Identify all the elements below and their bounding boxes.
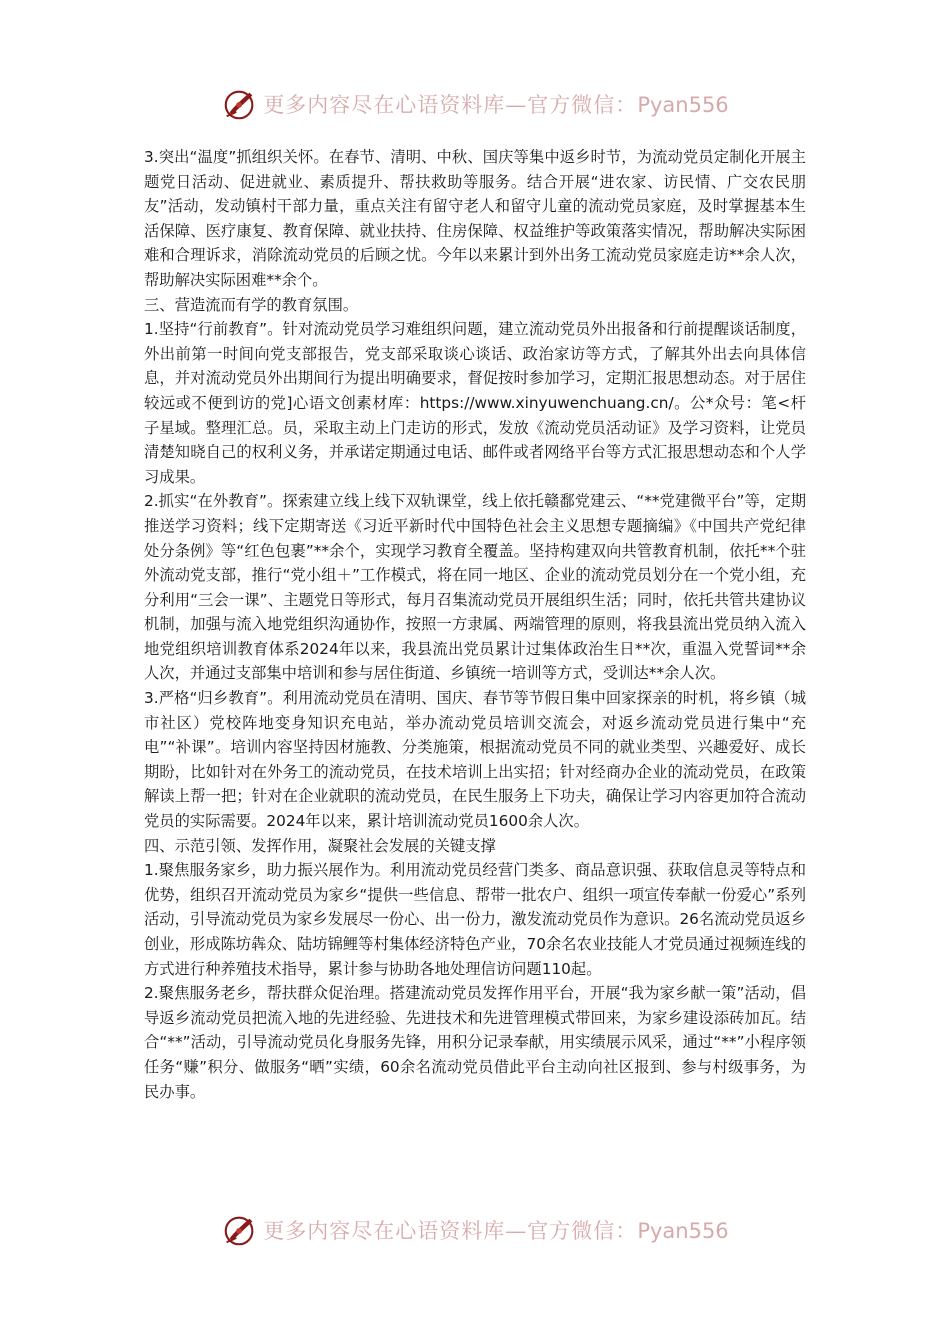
section-heading-leadership: 四、示范引领、发挥作用，凝聚社会发展的关键支撑 <box>144 836 496 855</box>
wechat-id: Pyan556 <box>637 93 729 117</box>
pen-seal-logo-icon <box>221 85 259 123</box>
paragraph-pre-departure-education: 1.坚持“行前教育”。针对流动党员学习难组织问题，建立流动党员外出报备和行前提醒谈话制度，外出前第一时间向党支部报告，党支部采取谈心谈话、政治家访等方式，了解其外出去向具体信息，并对流动党员外出期间行为提出明确要求，督促按时参加学习，定期汇报思想动态。对于居住较远或不便到访的党]心语文创素材库：https://www.xinyuwenchuang.cn/。公*众号：笔<杆子星域。整理汇总。员，采取主动上门走访的形式，发放《流动党员活动证》及学习资料，让党员清楚知晓自己的权利义务，并承诺定期通过电话、邮件或者网络平台等方式汇报思想动态和个人学习成果。 <box>144 320 806 486</box>
watermark-text: 更多内容尽在心语资料库—官方微信：Pyan556 <box>263 1219 729 1243</box>
paragraph-remote-education: 2.抓实“在外教育”。探索建立线上线下双轨课堂，线上依托赣鄱党建云、“**党建微平台”等，定期推送学习资料；线下定期寄送《习近平新时代中国特色社会主义思想专题摘编》《中国共产党纪律处分条例》等“红色包裹”**余个，实现学习教育全覆盖。坚持构建双向共管教育机制，依托**个驻外流动党支部，推行“党小组＋”工作模式，将在同一地区、企业的流动党员划分在一个党小组，充分利用“三会一课”、主题党日等形式，每月召集流动党员开展组织生活；同时，依托共管共建协议机制，加强与流入地党组织沟通协作，按照一方隶属、两端管理的原则，将我县流出党员纳入流入地党组织培训教育体系2024年以来，我县流出党员累计过集体政治生日**次，重温入党誓词**余人次，并通过支部集中培训和参与居住街道、乡镇统一培训等方式，受训达**余人次。 <box>144 492 806 683</box>
paragraph-serve-hometown: 1.聚焦服务家乡，助力振兴展作为。利用流动党员经营门类多、商品意识强、获取信息灵等特点和优势，组织召开流动党员为家乡“提供一些信息、帮带一批农户、组织一项宣传奉献一份爱心”系列活动，引导流动党员为家乡发展尽一份心、出一份力，激发流动党员作为意识。26名流动党员返乡创业，形成陈坊犇众、陆坊锦鲤等村集体经济特色产业，70余名农业技能人才党员通过视频连线的方式进行种养殖技术指导，累计参与协助各地处理信访问题110起。 <box>144 861 806 978</box>
header-watermark-banner <box>0 82 950 126</box>
footer-watermark-banner <box>0 1208 950 1252</box>
watermark-text: 更多内容尽在心语资料库—官方微信：Pyan556 <box>263 93 729 117</box>
paragraph-serve-villagers: 2.聚焦服务老乡，帮扶群众促治理。搭建流动党员发挥作用平台，开展“我为家乡献一策”活动，倡导返乡流动党员把流入地的先进经验、先进技术和先进管理模式带回来，为家乡建设添砖加瓦。结合“**”活动，引导流动党员化身服务先锋，用积分记录奉献，用实绩展示风采，通过“**”小程序领任务“赚”积分、做服务“晒”实绩，60余名流动党员借此平台主动向社区报到、参与村级事务，为民办事。 <box>144 984 806 1101</box>
pen-seal-logo-icon <box>221 1211 259 1249</box>
section-heading-education: 三、营造流而有学的教育氛围。 <box>144 295 359 314</box>
document-body <box>144 145 806 1104</box>
wechat-id: Pyan556 <box>637 1219 729 1243</box>
paragraph-homecoming-education: 3.严格“归乡教育”。利用流动党员在清明、国庆、春节等节假日集中回家探亲的时机，将乡镇（城市社区）党校阵地变身知识充电站，举办流动党员培训交流会，对返乡流动党员进行集中“充电”“补课”。培训内容坚持因材施教、分类施策，根据流动党员不同的就业类型、兴趣爱好、成长期盼，比如针对在外务工的流动党员，在技术培训上出实招；针对经商办企业的流动党员，在政策解读上帮一把；针对在企业就职的流动党员，在民生服务上下功夫，确保让学习内容更加符合流动党员的实际需要。2024年以来，累计培训流动党员1600余人次。 <box>144 689 806 831</box>
paragraph-organization-care: 3.突出“温度”抓组织关怀。在春节、清明、中秋、国庆等集中返乡时节，为流动党员定制化开展主题党日活动、促进就业、素质提升、帮扶救助等服务。结合开展“进农家、访民情、广交农民朋友”活动，发动镇村干部力量，重点关注有留守老人和留守儿童的流动党员家庭，及时掌握基本生活保障、医疗康复、教育保障、就业扶持、住房保障、权益维护等政策落实情况，帮助解决实际困难和合理诉求，消除流动党员的后顾之忧。今年以来累计到外出务工流动党员家庭走访**余人次，帮助解决实际困难**余个。 <box>144 148 806 289</box>
